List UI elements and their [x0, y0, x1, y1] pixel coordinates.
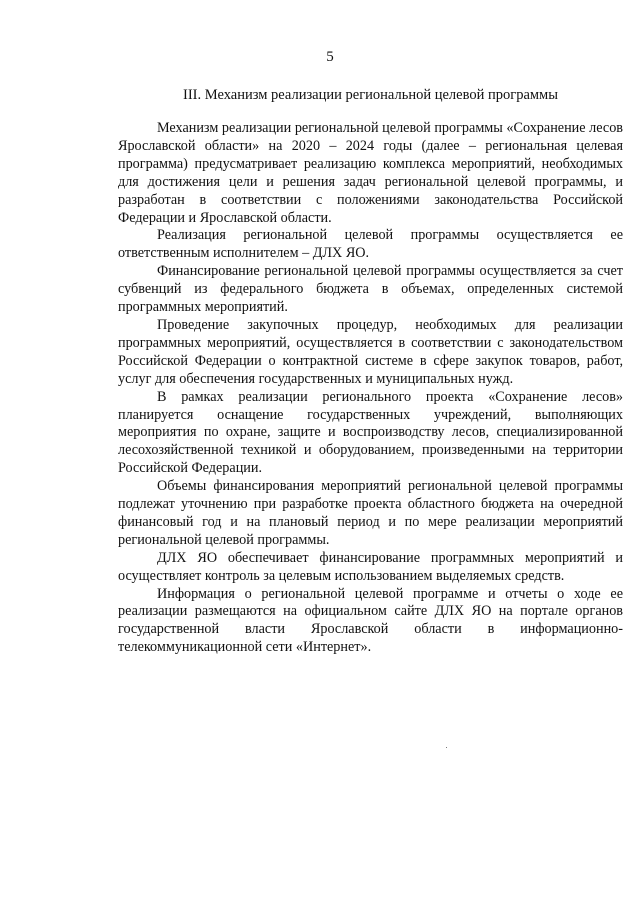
- paragraph-information: Информация о региональной целевой программе и отчеты о ходе ее реализации размещаются на официальном сайте ДЛХ ЯО на портале органов государственной власти Ярославской области в информационно-телекоммуникационной сети «Интернет».: [118, 585, 623, 656]
- paragraph-mechanism: Механизм реализации региональной целевой программы «Сохранение лесов Ярославской области» на 2020 – 2024 годы (далее – региональная целевая программа) предусматривает реализацию комплекса мероприятий, необходимых для достижения цели и решения задач региональной целевой программы, и разработан в соответствии с положениями законодательства Российской Федерации и Ярославской области.: [118, 120, 623, 226]
- scan-speck: [446, 747, 447, 748]
- section-heading: III. Механизм реализации региональной целевой программы: [183, 87, 558, 103]
- paragraph-procurement: Проведение закупочных процедур, необходимых для реализации программных мероприятий, осуществляется в соответствии с законодательством Российской Федерации о контрактной системе в сфере закупок товаров, работ, услуг для обеспечения государственных и муниципальных нужд.: [118, 316, 623, 387]
- paragraph-regional-project: В рамках реализации регионального проекта «Сохранение лесов» планируется оснащение государственных учреждений, выполняющих мероприятия по охране, защите и воспроизводству лесов, специализированной лесохозяйственной техникой и оборудованием, произведенными на территории Российской Федерации.: [118, 388, 623, 477]
- body-text: [118, 120, 623, 657]
- paragraph-funding-volumes: Объемы финансирования мероприятий региональной целевой программы подлежат уточнению при разработке проекта областного бюджета на очередной финансовый год и на плановый период и по мере реализации мероприятий региональной целевой программы.: [118, 478, 623, 548]
- paragraph-implementation: Реализация региональной целевой программы осуществляется ее ответственным исполнителем – ДЛХ ЯО.: [118, 227, 623, 262]
- page-number: 5: [326, 49, 334, 65]
- paragraph-financing: Финансирование региональной целевой программы осуществляется за счет субвенций из федерального бюджета в объемах, определенных системой программных мероприятий.: [118, 263, 623, 316]
- paragraph-control: ДЛХ ЯО обеспечивает финансирование программных мероприятий и осуществляет контроль за целевым использованием выделяемых средств.: [118, 549, 623, 584]
